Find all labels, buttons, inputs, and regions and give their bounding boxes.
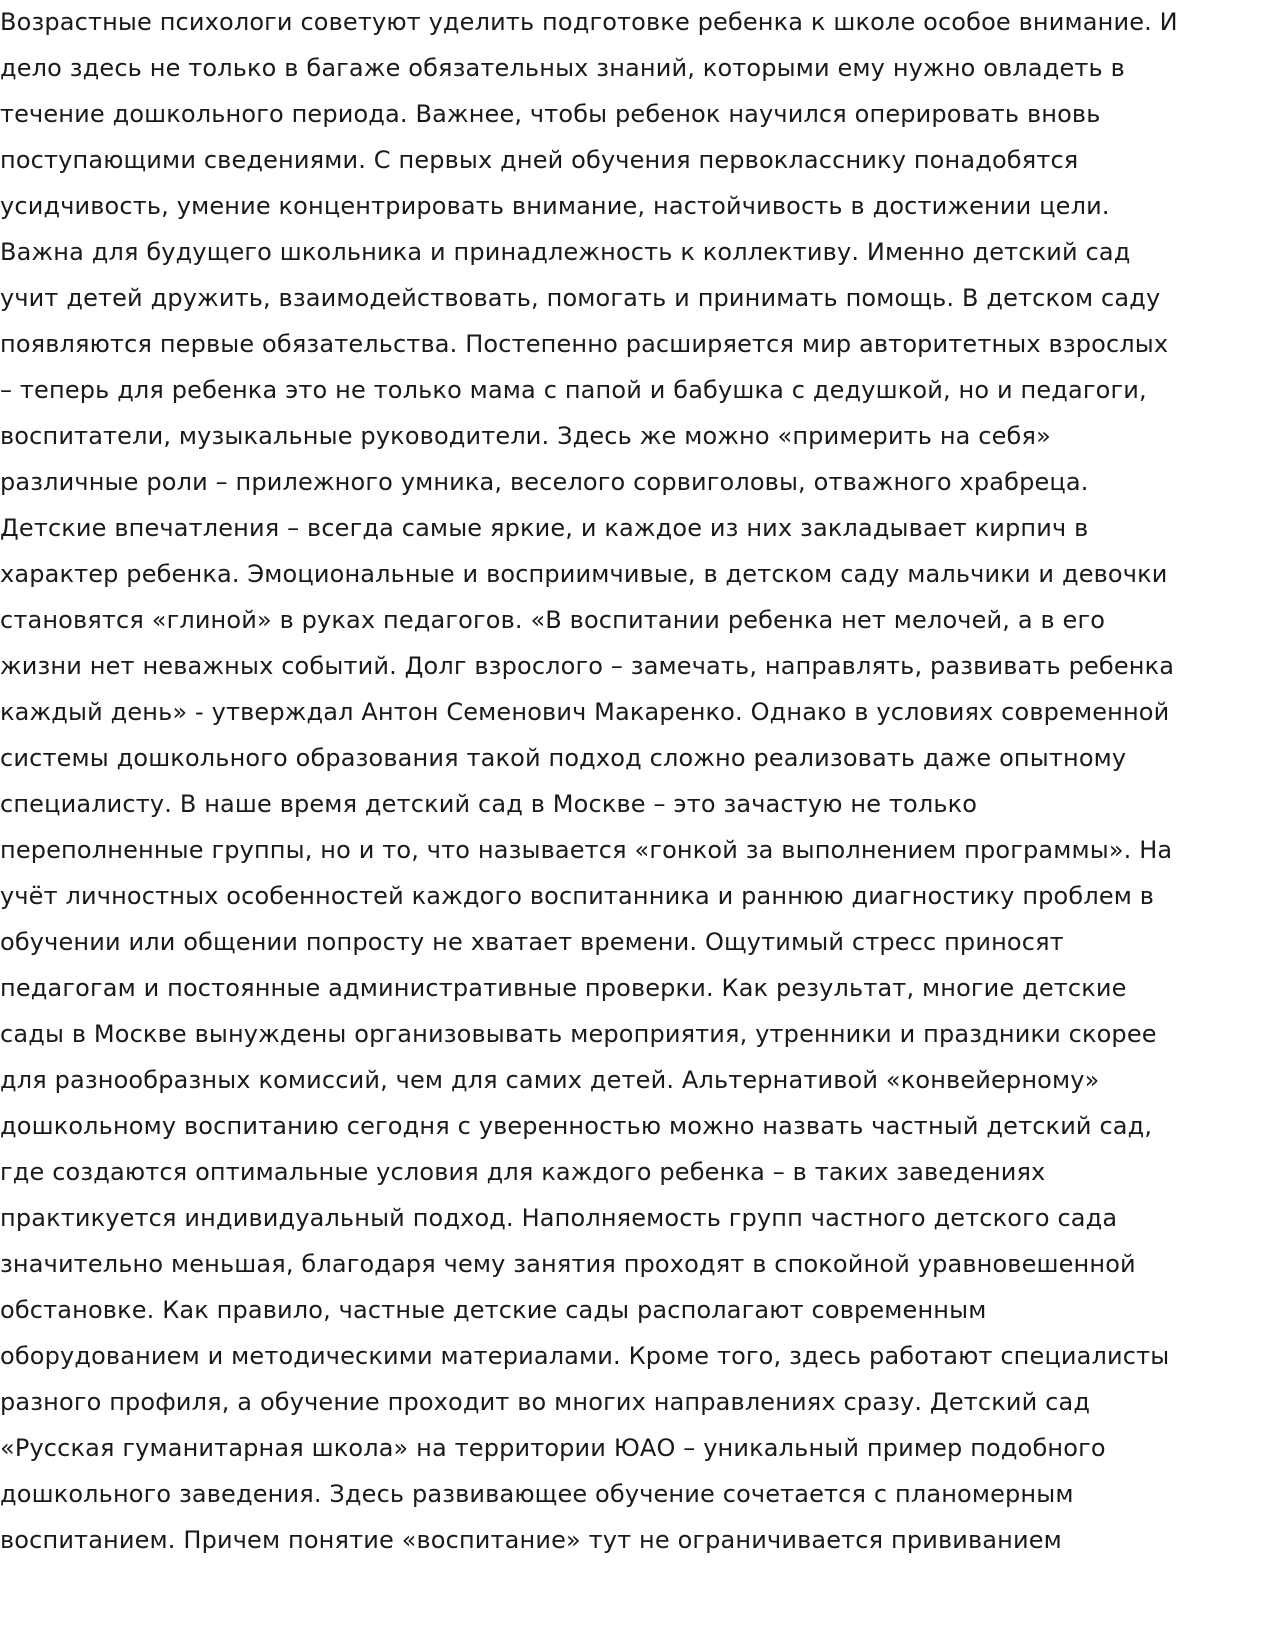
text-line: Важна для будущего школьника и принадлежность к коллективу. Именно детский сад xyxy=(0,238,1131,266)
text-line: воспитатели, музыкальные руководители. Здесь же можно «примерить на себя» xyxy=(0,422,1051,450)
text-line: значительно меньшая, благодаря чему занятия проходят в спокойной уравновешенной xyxy=(0,1250,1136,1278)
text-line: дело здесь не только в багаже обязательных знаний, которыми ему нужно овладеть в xyxy=(0,54,1125,82)
text-line: характер ребенка. Эмоциональные и восприимчивые, в детском саду мальчики и девочки xyxy=(0,560,1168,588)
text-line: где создаются оптимальные условия для каждого ребенка – в таких заведениях xyxy=(0,1158,1046,1186)
text-line: Детские впечатления – всегда самые яркие, и каждое из них закладывает кирпич в xyxy=(0,514,1089,542)
text-line: – теперь для ребенка это не только мама с папой и бабушка с дедушкой, но и педагоги, xyxy=(0,376,1147,404)
text-line: педагогам и постоянные административные проверки. Как результат, многие детские xyxy=(0,974,1127,1002)
text-line: течение дошкольного периода. Важнее, чтобы ребенок научился оперировать вновь xyxy=(0,100,1101,128)
text-line: разного профиля, а обучение проходит во многих направлениях сразу. Детский сад xyxy=(0,1388,1091,1416)
text-line: поступающими сведениями. С первых дней обучения первокласснику понадобятся xyxy=(0,146,1079,174)
text-line: обстановке. Как правило, частные детские сады располагают современным xyxy=(0,1296,987,1324)
text-line: для разнообразных комиссий, чем для самих детей. Альтернативой «конвейерному» xyxy=(0,1066,1100,1094)
text-line: жизни нет неважных событий. Долг взрослого – замечать, направлять, развивать ребенка xyxy=(0,652,1175,680)
text-line: практикуется индивидуальный подход. Наполняемость групп частного детского сада xyxy=(0,1204,1118,1232)
text-line: различные роли – прилежного умника, веселого сорвиголовы, отважного храбреца. xyxy=(0,468,1089,496)
text-line: становятся «глиной» в руках педагогов. «В воспитании ребенка нет мелочей, а в его xyxy=(0,606,1106,634)
text-line: дошкольного заведения. Здесь развивающее обучение сочетается с планомерным xyxy=(0,1480,1074,1508)
text-line: «Русская гуманитарная школа» на территории ЮАО – уникальный пример подобного xyxy=(0,1434,1106,1462)
text-line: усидчивость, умение концентрировать внимание, настойчивость в достижении цели. xyxy=(0,192,1110,220)
text-line: появляются первые обязательства. Постепенно расширяется мир авторитетных взрослых xyxy=(0,330,1169,358)
text-line: Возрастные психологи советуют уделить подготовке ребенка к школе особое внимание. И xyxy=(0,8,1178,36)
text-line: дошкольному воспитанию сегодня с уверенностью можно назвать частный детский сад, xyxy=(0,1112,1153,1140)
text-line: воспитанием. Причем понятие «воспитание» тут не ограничивается прививанием xyxy=(0,1526,1062,1554)
text-line: специалисту. В наше время детский сад в Москве – это зачастую не только xyxy=(0,790,978,818)
text-line: сады в Москве вынуждены организовывать мероприятия, утренники и праздники скорее xyxy=(0,1020,1157,1048)
text-line: обучении или общении попросту не хватает времени. Ощутимый стресс приносят xyxy=(0,928,1064,956)
text-line: оборудованием и методическими материалами. Кроме того, здесь работают специалисты xyxy=(0,1342,1170,1370)
text-line: учёт личностных особенностей каждого воспитанника и раннюю диагностику проблем в xyxy=(0,882,1155,910)
text-line: каждый день» - утверждал Антон Семенович Макаренко. Однако в условиях современной xyxy=(0,698,1170,726)
text-line: системы дошкольного образования такой подход сложно реализовать даже опытному xyxy=(0,744,1127,772)
text-line: переполненные группы, но и то, что называется «гонкой за выполнением программы». На xyxy=(0,836,1173,864)
text-line: учит детей дружить, взаимодействовать, помогать и принимать помощь. В детском саду xyxy=(0,284,1161,312)
